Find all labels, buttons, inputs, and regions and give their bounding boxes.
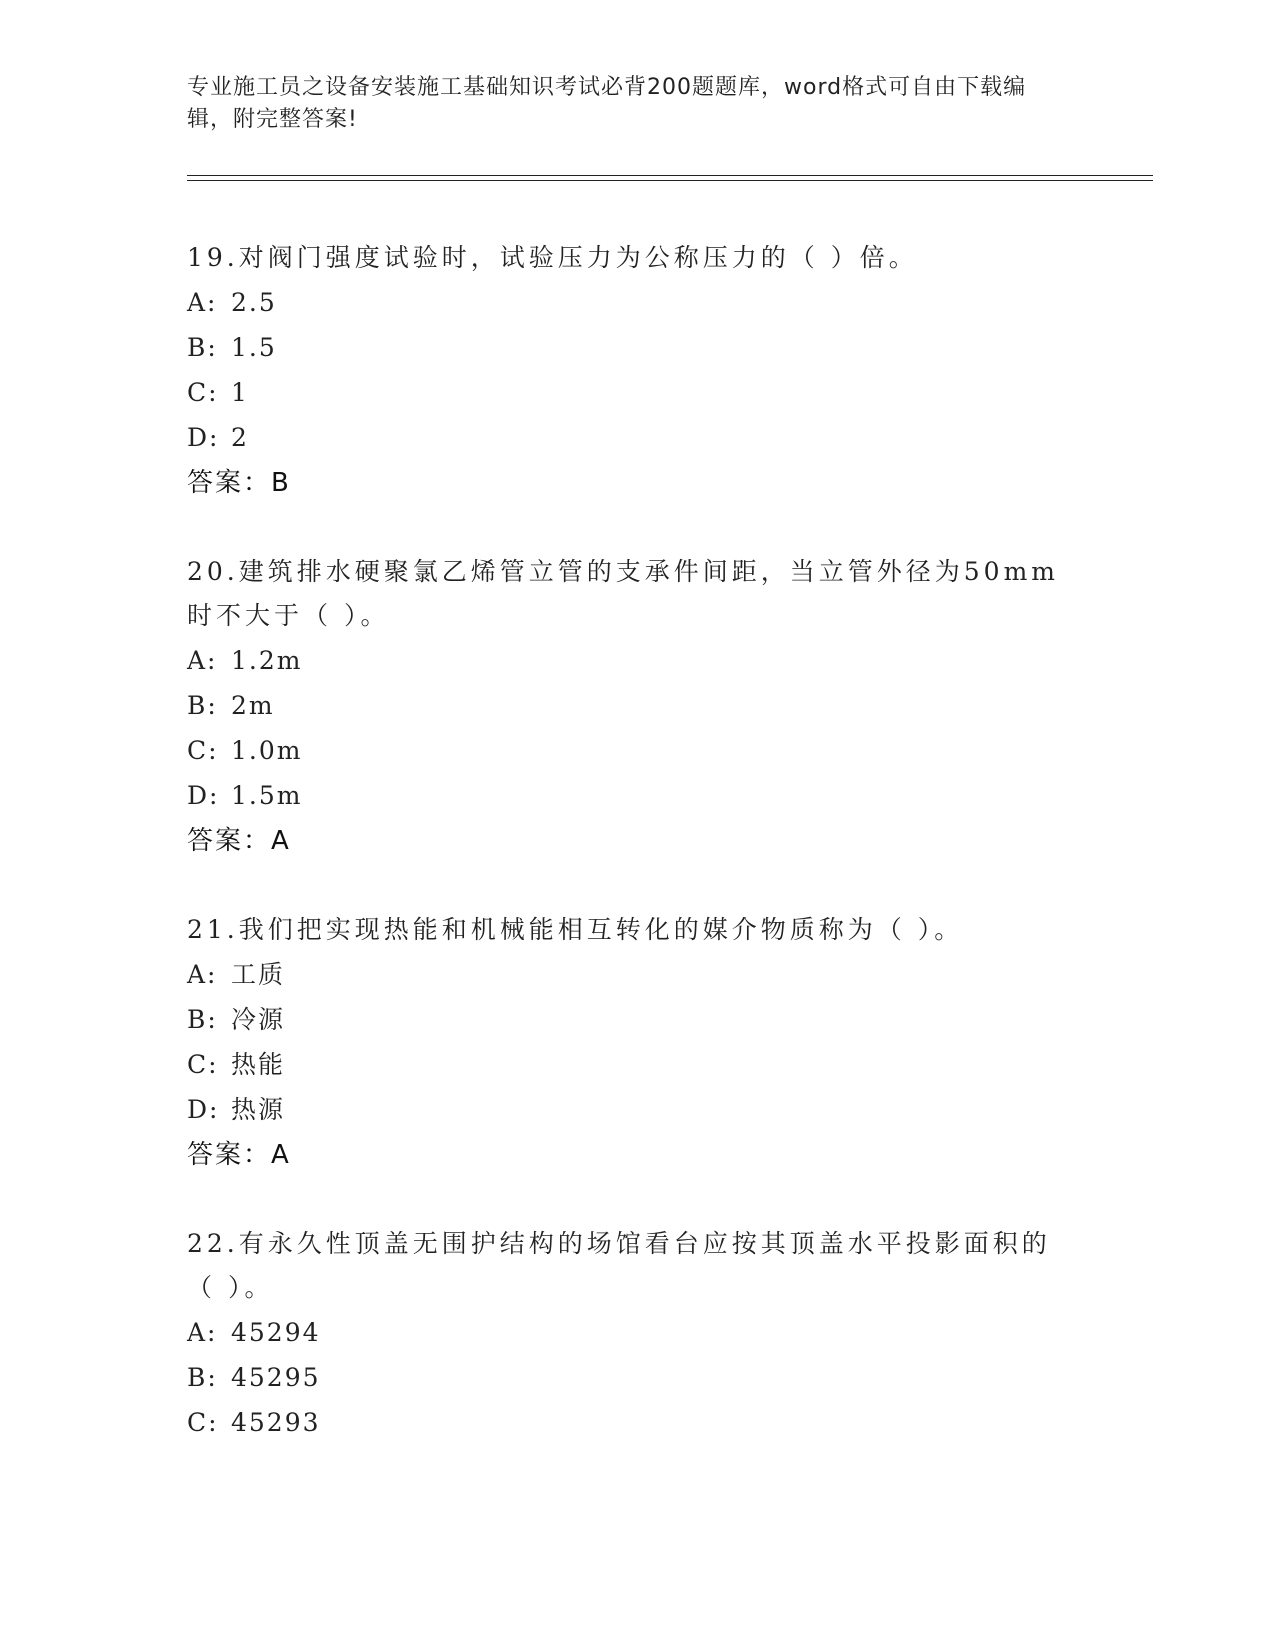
option-b	[187, 997, 1067, 1042]
option-text: 45295	[231, 1363, 321, 1392]
header-divider-top	[187, 175, 1153, 176]
option-letter: C:	[187, 378, 219, 407]
option-b	[187, 683, 1067, 728]
option-text: 1	[231, 378, 249, 407]
document-header: 专业施工员之设备安装施工基础知识考试必背200题题库，word格式可自由下载编辑，附完整答案!	[187, 75, 1027, 132]
option-c	[187, 370, 1067, 415]
question-stem: 21.我们把实现热能和机械能相互转化的媒介物质称为（ ）。	[187, 915, 964, 944]
option-text: 热能	[231, 1050, 286, 1079]
option-letter: A:	[187, 960, 218, 989]
question-20	[187, 550, 1067, 864]
option-text: 1.5	[231, 333, 277, 362]
option-letter: A:	[187, 646, 218, 675]
option-text: 1.0m	[231, 736, 303, 765]
question-stem: 19.对阀门强度试验时，试验压力为公称压力的（ ）倍。	[187, 243, 918, 272]
option-d	[187, 415, 1067, 460]
option-letter: B:	[187, 1005, 218, 1034]
option-letter: A:	[187, 1318, 218, 1347]
option-text: 45293	[231, 1408, 321, 1437]
option-text: 冷源	[231, 1005, 286, 1034]
question-stem: 20.建筑排水硬聚氯乙烯管立管的支承件间距，当立管外径为50mm时不大于（ ）。	[187, 557, 1059, 630]
option-b	[187, 1355, 1067, 1400]
option-letter: C:	[187, 1050, 219, 1079]
option-letter: A:	[187, 288, 218, 317]
option-text: 2m	[231, 691, 275, 720]
option-text: 2.5	[231, 288, 277, 317]
option-letter: C:	[187, 1408, 219, 1437]
option-a	[187, 280, 1067, 325]
option-text: 45294	[231, 1318, 321, 1347]
option-text: 1.2m	[231, 646, 303, 675]
option-text: 热源	[231, 1095, 286, 1124]
option-c	[187, 728, 1067, 773]
header-divider-bottom	[187, 180, 1153, 181]
option-c	[187, 1400, 1067, 1445]
option-letter: B:	[187, 333, 218, 362]
option-text: 1.5m	[231, 781, 303, 810]
question-stem: 22.有永久性顶盖无围护结构的场馆看台应按其顶盖水平投影面积的（ ）。	[187, 1229, 1051, 1302]
option-letter: C:	[187, 736, 219, 765]
option-letter: B:	[187, 691, 218, 720]
option-d	[187, 773, 1067, 818]
option-c	[187, 1042, 1067, 1087]
option-a	[187, 638, 1067, 683]
question-list	[187, 236, 1067, 1489]
option-letter: D:	[187, 423, 220, 452]
answer-label: 答案：B	[187, 468, 291, 498]
option-a	[187, 1310, 1067, 1355]
option-d	[187, 1087, 1067, 1132]
question-21	[187, 908, 1067, 1178]
option-text: 工质	[231, 960, 286, 989]
question-19	[187, 236, 1067, 506]
option-a	[187, 952, 1067, 997]
option-b	[187, 325, 1067, 370]
answer-label: 答案：A	[187, 826, 291, 856]
option-letter: B:	[187, 1363, 218, 1392]
answer-label: 答案：A	[187, 1140, 291, 1170]
option-text: 2	[231, 423, 249, 452]
question-22	[187, 1222, 1067, 1445]
option-letter: D:	[187, 781, 220, 810]
option-letter: D:	[187, 1095, 220, 1124]
